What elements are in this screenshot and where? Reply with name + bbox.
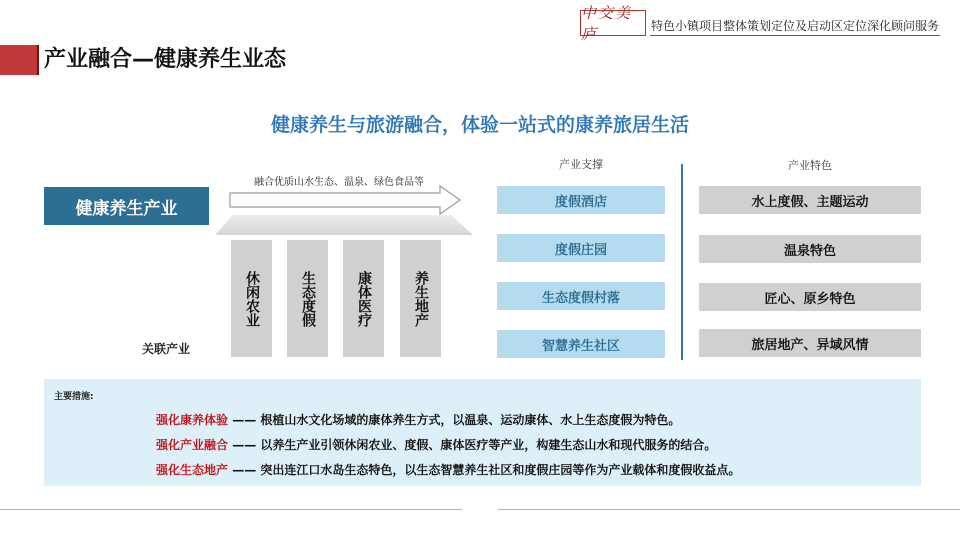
related-industry-eco-resort: 生态度假 (287, 240, 328, 357)
brand-logo: 中交美庐 (580, 10, 646, 36)
column-divider (681, 164, 683, 360)
related-industry-health-medical: 康体医疗 (343, 240, 384, 357)
roof-shape (215, 215, 475, 239)
header-divider (650, 35, 940, 36)
page-title: 产业融合—健康养生业态 (44, 47, 287, 72)
feature-item: 温泉特色 (699, 235, 921, 263)
measure-row (156, 461, 740, 478)
support-header: 产业支撑 (559, 158, 603, 171)
measure-text: —— 突出连江口水岛生态特色，以生态智慧养生社区和度假庄园等作为产业载体和度假收益点。 (232, 463, 741, 477)
measure-row (156, 436, 716, 453)
measure-row (156, 411, 680, 428)
right-arrow-icon (228, 184, 464, 216)
related-industry-label: 关联产业 (142, 342, 191, 356)
support-item: 生态度假村落 (497, 282, 665, 310)
support-item: 度假庄园 (497, 234, 665, 262)
measure-label: 强化产业融合 (156, 438, 229, 452)
related-industry-leisure-agriculture: 休闲农业 (231, 240, 272, 357)
feature-item: 匠心、原乡特色 (699, 283, 921, 311)
measure-text: —— 根植山水文化场域的康体养生方式，以温泉、运动康体、水上生态度假为特色。 (232, 413, 681, 427)
features-header: 产业特色 (788, 159, 832, 172)
footer-line-right (498, 509, 960, 510)
related-industry-health-realestate: 养生地产 (400, 240, 441, 357)
measure-text: —— 以养生产业引领休闲农业、度假、康体医疗等产业，构建生态山水和现代服务的结合。 (232, 438, 717, 452)
measures-title: 主要措施: (54, 392, 94, 402)
header-subtitle: 特色小镇项目整体策划定位及启动区定位深化顾问服务 (651, 19, 940, 33)
feature-item: 水上度假、主题运动 (699, 186, 921, 214)
feature-item: 旅居地产、异域风情 (699, 329, 921, 357)
title-accent-bar (0, 45, 37, 75)
support-item: 智慧养生社区 (497, 330, 665, 358)
footer-line-left (0, 509, 462, 510)
arrow-caption: 融合优质山水生态、温泉、绿色食品等 (254, 177, 424, 188)
industry-label-box: 健康养生产业 (44, 187, 209, 225)
measure-label: 强化生态地产 (156, 463, 229, 477)
measure-label: 强化康养体验 (156, 413, 229, 427)
title-accent-stripe (37, 45, 39, 75)
slogan: 健康养生与旅游融合，体验一站式的康养旅居生活 (270, 114, 689, 136)
support-item: 度假酒店 (497, 186, 665, 214)
